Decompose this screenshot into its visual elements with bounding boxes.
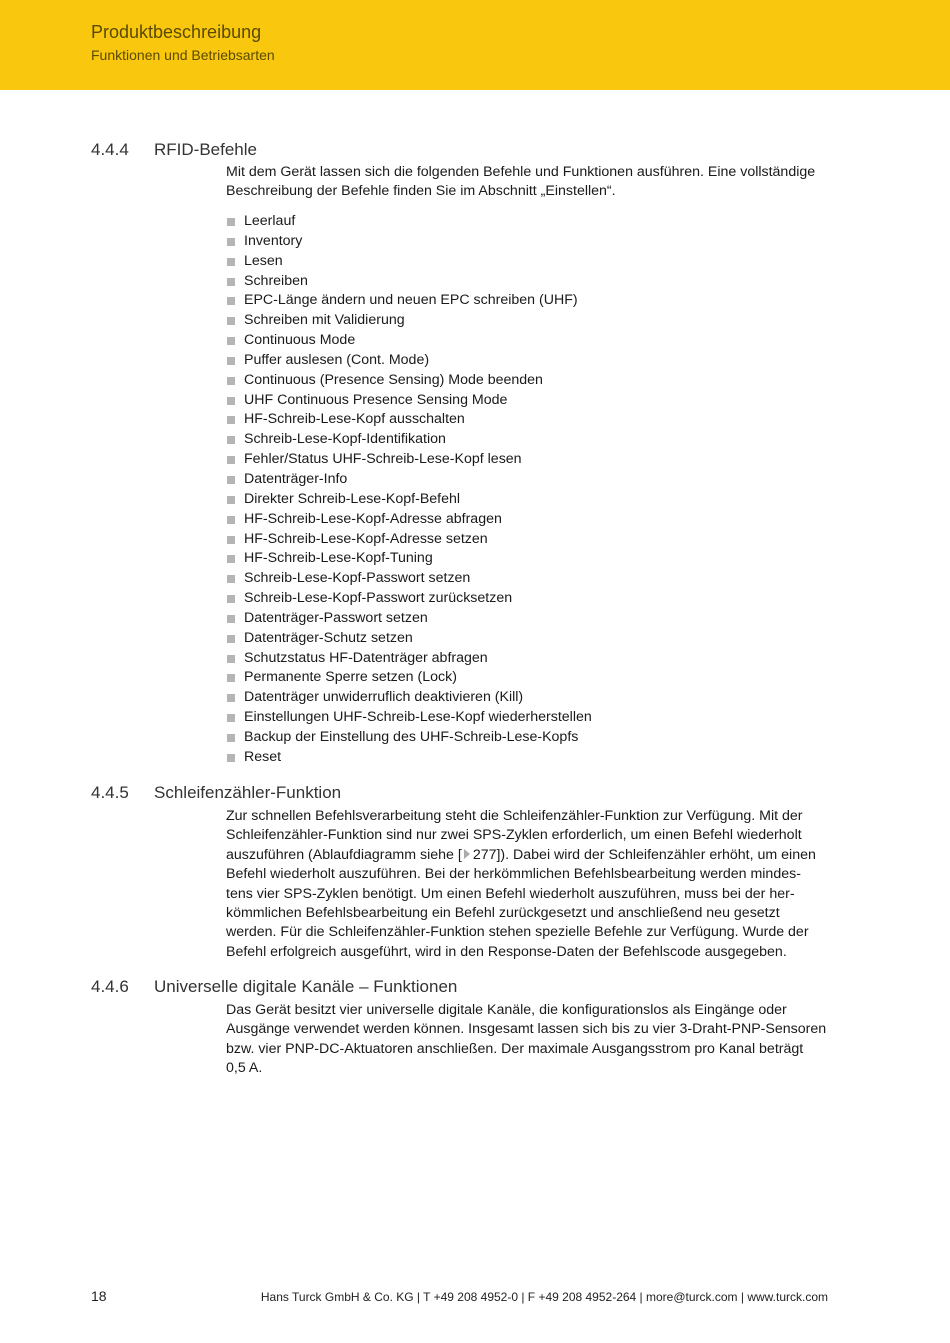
- list-item-label: Einstellungen UHF-Schreib-Lese-Kopf wiederherstellen: [244, 709, 592, 726]
- square-bullet-icon: [227, 377, 235, 385]
- list-item: [226, 569, 592, 589]
- list-item-label: UHF Continuous Presence Sensing Mode: [244, 391, 508, 408]
- list-item: [226, 668, 592, 688]
- square-bullet-icon: [227, 734, 235, 742]
- square-bullet-icon: [227, 218, 235, 226]
- square-bullet-icon: [227, 575, 235, 583]
- list-item-label: HF-Schreib-Lese-Kopf-Adresse abfragen: [244, 510, 502, 527]
- paragraph-line: Ausgänge verwendet werden können. Insgesamt lassen sich bis zu vier 3-Draht-PNP-Sensoren: [226, 1021, 827, 1038]
- list-item: [226, 331, 592, 351]
- header-subtitle: Funktionen und Betriebsarten: [91, 47, 275, 63]
- square-bullet-icon: [227, 476, 235, 484]
- reference-arrow-icon: [464, 849, 470, 859]
- square-bullet-icon: [227, 297, 235, 305]
- square-bullet-icon: [227, 714, 235, 722]
- section-title: Schleifenzähler-Funktion: [154, 783, 342, 802]
- list-item-label: Lesen: [244, 252, 283, 269]
- list-item-label: Leerlauf: [244, 213, 296, 229]
- section-title: Universelle digitale Kanäle – Funktionen: [154, 977, 458, 996]
- square-bullet-icon: [227, 674, 235, 682]
- section-number: 4.4.5: [91, 783, 129, 802]
- square-bullet-icon: [227, 595, 235, 603]
- square-bullet-icon: [227, 337, 235, 345]
- list-item: [226, 609, 592, 629]
- square-bullet-icon: [227, 258, 235, 266]
- square-bullet-icon: [227, 615, 235, 623]
- list-item: [226, 212, 592, 232]
- square-bullet-icon: [227, 536, 235, 544]
- list-item-label: Schutzstatus HF-Datenträger abfragen: [244, 649, 488, 666]
- paragraph-line: werden. Für die Schleifenzähler-Funktion stehen spezielle Befehle zur Verfügung. Wurde der: [226, 924, 809, 941]
- paragraph-line: [226, 846, 856, 865]
- square-bullet-icon: [227, 416, 235, 424]
- paragraph-line: tens vier SPS-Zyklen benötigt. Um einen Befehl wiederholt auszuführen, muss bei der her-: [226, 885, 795, 902]
- list-item-label: Puffer auslesen (Cont. Mode): [244, 351, 430, 368]
- list-item-label: Fehler/Status UHF-Schreib-Lese-Kopf lesen: [244, 451, 522, 468]
- list-item-label: Continuous (Presence Sensing) Mode beenden: [244, 371, 543, 388]
- list-item: [226, 490, 592, 510]
- list-item-label: Datenträger unwiderruflich deaktivieren (Kill): [244, 689, 524, 706]
- list-item-label: HF-Schreib-Lese-Kopf ausschalten: [244, 411, 465, 428]
- paragraph-line: 0,5 A.: [226, 1060, 263, 1077]
- list-item-label: Continuous Mode: [244, 332, 356, 349]
- list-item: [226, 232, 592, 252]
- paragraph-line: Beschreibung der Befehle finden Sie im Abschnitt „Einstellen“.: [226, 183, 616, 200]
- square-bullet-icon: [227, 694, 235, 702]
- list-item-label: Backup der Einstellung des UHF-Schreib-Lese-Kopfs: [244, 728, 579, 745]
- list-item: [226, 252, 592, 272]
- list-item: [226, 708, 592, 728]
- list-item: [226, 430, 592, 450]
- list-item: [226, 748, 592, 768]
- square-bullet-icon: [227, 436, 235, 444]
- header-title: Produktbeschreibung: [91, 22, 262, 42]
- list-item-label: Datenträger-Schutz setzen: [244, 629, 413, 646]
- list-item: [226, 530, 592, 550]
- list-item-label: Schreib-Lese-Kopf-Passwort setzen: [244, 570, 471, 587]
- list-item: [226, 391, 592, 411]
- list-item-label: HF-Schreib-Lese-Kopf-Tuning: [244, 550, 433, 567]
- list-item-label: HF-Schreib-Lese-Kopf-Adresse setzen: [244, 530, 488, 547]
- section-number: 4.4.6: [91, 977, 129, 996]
- section-title: RFID-Befehle: [154, 140, 257, 159]
- paragraph-line: Befehl wiederholt auszuführen. Bei der herkömmlichen Befehlsbearbeitung werden mindes-: [226, 866, 801, 883]
- paragraph-text: auszuführen (Ablaufdiagramm siehe [: [226, 846, 462, 863]
- paragraph-line: Befehl erfolgreich ausgeführt, wird in den Response-Daten der Befehlscode ausgegeben.: [226, 943, 787, 960]
- paragraph-line: Zur schnellen Befehlsverarbeitung steht die Schleifenzähler-Funktion zur Verfügung. Mit der: [226, 808, 803, 824]
- page-header: [0, 0, 950, 90]
- schleifenzaehler-paragraph: [226, 807, 856, 962]
- paragraph-line: Mit dem Gerät lassen sich die folgenden Befehle und Funktionen ausführen. Eine vollständige: [226, 164, 816, 180]
- page-number: 18: [91, 1288, 107, 1304]
- list-item: [226, 589, 592, 609]
- list-item: [226, 649, 592, 669]
- list-item: [226, 371, 592, 391]
- list-item: [226, 291, 592, 311]
- list-item: [226, 728, 592, 748]
- list-item-label: EPC-Länge ändern und neuen EPC schreiben (UHF): [244, 292, 578, 309]
- list-item-label: Direkter Schreib-Lese-Kopf-Befehl: [244, 490, 461, 507]
- paragraph-line: bzw. vier PNP-DC-Aktuatoren anschließen. Der maximale Ausgangsstrom pro Kanal beträgt: [226, 1040, 804, 1057]
- square-bullet-icon: [227, 397, 235, 405]
- list-item: [226, 629, 592, 649]
- paragraph-line: Schleifenzähler-Funktion sind nur zwei SPS-Zyklen erforderlich, um einen Befehl wiederholt: [226, 827, 802, 844]
- list-item-label: Datenträger-Info: [244, 470, 348, 487]
- list-item: [226, 510, 592, 530]
- square-bullet-icon: [227, 496, 235, 504]
- square-bullet-icon: [227, 555, 235, 563]
- list-item: [226, 450, 592, 470]
- square-bullet-icon: [227, 357, 235, 365]
- paragraph-line: kömmlichen Befehlsbearbeitung ein Befehl zurückgesetzt und anschließend neu gesetzt: [226, 905, 780, 922]
- list-item-label: Schreib-Lese-Kopf-Passwort zurücksetzen: [244, 590, 513, 607]
- list-item: [226, 351, 592, 371]
- page-reference-link[interactable]: 277: [472, 846, 497, 863]
- square-bullet-icon: [227, 754, 235, 762]
- square-bullet-icon: [227, 456, 235, 464]
- paragraph-text: ]). Dabei wird der Schleifenzähler erhöht, um einen: [496, 846, 816, 863]
- footer-company-info: Hans Turck GmbH & Co. KG | T +49 208 4952-0 | F +49 208 4952-264 | more@turck.com | www.turck.com: [260, 1290, 828, 1304]
- list-item: [226, 688, 592, 708]
- square-bullet-icon: [227, 655, 235, 663]
- list-item-label: Permanente Sperre setzen (Lock): [244, 669, 457, 686]
- list-item-label: Inventory: [244, 232, 303, 249]
- list-item: [226, 410, 592, 430]
- list-item: [226, 549, 592, 569]
- list-item-label: Schreib-Lese-Kopf-Identifikation: [244, 431, 446, 448]
- list-item-label: Reset: [244, 748, 282, 765]
- rfid-intro-paragraph: [226, 163, 856, 202]
- square-bullet-icon: [227, 516, 235, 524]
- rfid-command-list: [226, 212, 592, 768]
- section-number: 4.4.4: [91, 140, 129, 159]
- square-bullet-icon: [227, 635, 235, 643]
- square-bullet-icon: [227, 238, 235, 246]
- list-item-label: Datenträger-Passwort setzen: [244, 609, 428, 626]
- list-item: [226, 470, 592, 490]
- square-bullet-icon: [227, 278, 235, 286]
- paragraph-line: Das Gerät besitzt vier universelle digitale Kanäle, die konfigurationslos als Eingänge oder: [226, 1002, 787, 1018]
- square-bullet-icon: [227, 317, 235, 325]
- digitale-kanaele-paragraph: [226, 1001, 856, 1079]
- list-item: [226, 311, 592, 331]
- list-item: [226, 272, 592, 292]
- list-item-label: Schreiben mit Validierung: [244, 312, 405, 329]
- list-item-label: Schreiben: [244, 272, 308, 289]
